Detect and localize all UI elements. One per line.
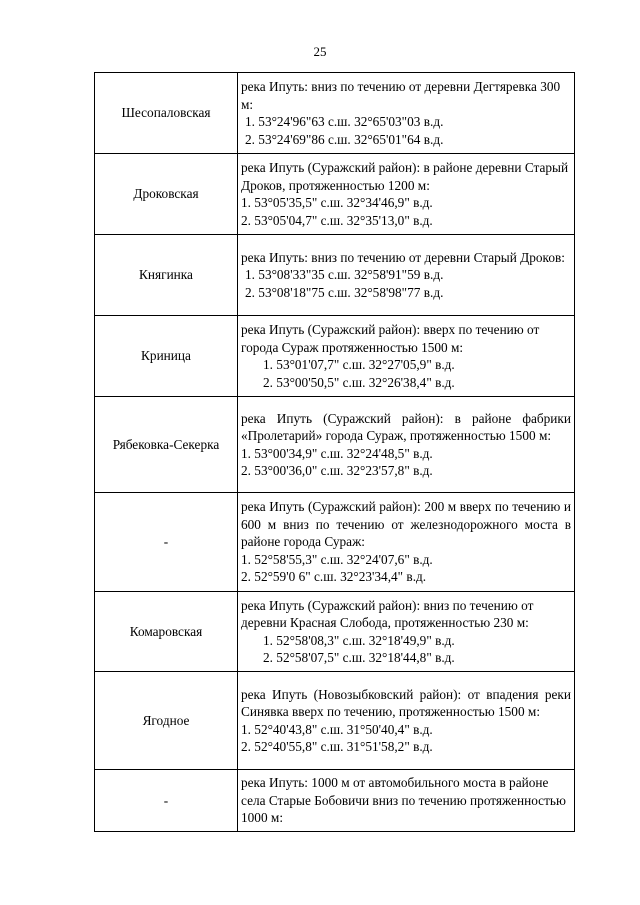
table-row xyxy=(95,154,575,235)
page-number: 25 xyxy=(313,44,327,59)
site-description xyxy=(238,154,575,235)
table-row xyxy=(95,397,575,493)
coordinate-point: 2. 52°59'0 6" с.ш. 32°23'34,4" в.д. xyxy=(241,569,427,585)
location-text: река Ипуть: вниз по течению от деревни Дегтяревка 300 м: xyxy=(241,79,561,112)
coordinate-point: 1. 53°00'34,9" с.ш. 32°24'48,5" в.д. xyxy=(241,445,433,461)
table-row xyxy=(95,73,575,154)
coordinate-point: 2. 53°00'36,0" с.ш. 32°23'57,8" в.д. xyxy=(241,463,433,478)
site-name: Ягодное xyxy=(95,672,238,770)
site-name: Княгинка xyxy=(95,235,238,316)
reservoir-table xyxy=(94,72,575,832)
site-name: - xyxy=(95,770,238,832)
site-description xyxy=(238,493,575,592)
coordinate-point: 1. 53°24'96"63 с.ш. 32°65'03"03 в.д. xyxy=(245,114,444,129)
site-name: - xyxy=(95,493,238,592)
location-text: река Ипуть (Суражский район): вверх по течению от города Сураж протяженностью 1500 м: xyxy=(241,322,540,355)
table-row xyxy=(95,592,575,672)
coordinate-point: 1. 53°08'33"35 с.ш. 32°58'91"59 в.д. xyxy=(245,267,444,283)
coordinate-point: 1. 52°58'55,3" с.ш. 32°24'07,6" в.д. xyxy=(241,551,433,567)
coordinate-point: 2. 53°05'04,7" с.ш. 32°35'13,0" в.д. xyxy=(241,212,433,228)
site-description xyxy=(238,316,575,397)
coordinate-point: 2. 52°58'07,5" с.ш. 32°18'44,8" в.д. xyxy=(263,650,455,665)
table-row xyxy=(95,672,575,770)
site-name: Криница xyxy=(95,316,238,397)
coordinate-point: 1. 52°40'43,8" с.ш. 31°50'40,4" в.д. xyxy=(241,721,433,737)
coordinate-point: 2. 53°00'50,5" с.ш. 32°26'38,4" в.д. xyxy=(263,374,455,390)
location-text: река Ипуть (Новозыбковский район): от впадения реки Синявка вверх по течению, протяженностью 1500 м: xyxy=(241,686,571,719)
location-text: река Ипуть (Суражский район): вниз по течению от деревни Красная Слобода, протяженностью 230 м: xyxy=(241,597,534,630)
table-row xyxy=(95,316,575,397)
coordinate-point: 1. 53°01'07,7" с.ш. 32°27'05,9" в.д. xyxy=(263,357,455,372)
location-text: река Ипуть (Суражский район): в районе деревни Старый Дроков, протяженностью 1200 м: xyxy=(241,160,569,193)
coordinate-point: 1. 52°58'08,3" с.ш. 32°18'49,9" в.д. xyxy=(263,632,455,648)
location-text: река Ипуть (Суражский район): 200 м вверх по течению и 600 м вниз по течению от железнодорожного моста в районе города Сураж: xyxy=(241,499,571,550)
coordinate-point: 2. 53°24'69"86 с.ш. 32°65'01"64 в.д. xyxy=(245,131,444,147)
coordinate-point: 2. 53°08'18"75 с.ш. 32°58'98"77 в.д. xyxy=(245,284,444,300)
site-description xyxy=(238,672,575,770)
site-name: Рябековка-Секерка xyxy=(95,397,238,493)
coordinate-point: 2. 52°40'55,8" с.ш. 31°51'58,2" в.д. xyxy=(241,739,433,754)
site-description xyxy=(238,592,575,672)
site-description xyxy=(238,397,575,493)
site-name: Комаровская xyxy=(95,592,238,672)
table-row xyxy=(95,493,575,592)
table-row xyxy=(95,235,575,316)
location-text: река Ипуть (Суражский район): в районе фабрики «Пролетарий» города Сураж, протяженностью 1500 м: xyxy=(241,410,571,443)
location-text: река Ипуть: 1000 м от автомобильного моста в районе села Старые Бобовичи вниз по течению протяженностью 1000 м: xyxy=(241,775,566,826)
location-text: река Ипуть: вниз по течению от деревни Старый Дроков: xyxy=(241,249,565,265)
site-description xyxy=(238,235,575,316)
site-description xyxy=(238,73,575,154)
table-row xyxy=(95,770,575,832)
site-description xyxy=(238,770,575,832)
coordinate-point: 1. 53°05'35,5" с.ш. 32°34'46,9" в.д. xyxy=(241,195,433,210)
site-name: Дроковская xyxy=(95,154,238,235)
site-name: Шесопаловская xyxy=(95,73,238,154)
